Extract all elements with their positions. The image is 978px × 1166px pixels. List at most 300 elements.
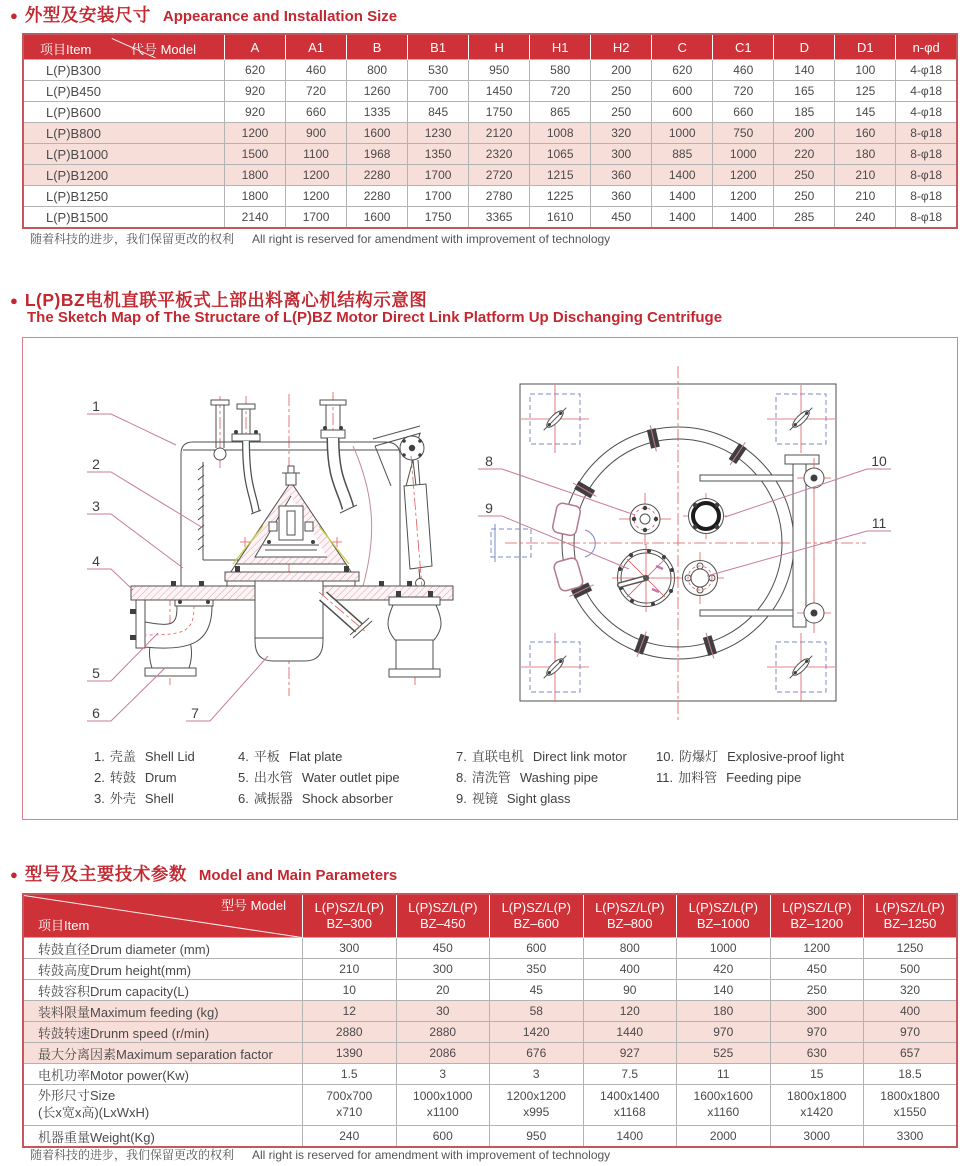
sight-glass-port [612, 544, 680, 612]
value-cell: 460 [286, 60, 347, 81]
section3-title [10, 861, 397, 886]
value-cell: 900 [286, 123, 347, 144]
legend-item-zh: 壳盖 [109, 749, 136, 764]
value-cell: 1065 [530, 144, 591, 165]
value-cell: 240 [303, 1126, 397, 1148]
table-row [23, 1085, 957, 1126]
footer-note-en: All right is reserved for amendment with improvement of technology [252, 232, 611, 246]
value-cell: 600 [490, 938, 584, 959]
top-view-drawing [491, 366, 866, 720]
callout-3: 3 [92, 498, 100, 514]
table-row [23, 1064, 957, 1085]
value-cell: 210 [835, 165, 896, 186]
column-header-line2: BZ–600 [513, 916, 560, 931]
value-cell: 660 [713, 102, 774, 123]
value-cell: 460 [713, 60, 774, 81]
bullet-icon: ● [10, 293, 18, 308]
value-cell: 100 [835, 60, 896, 81]
value-cell: 8-φ18 [896, 186, 957, 207]
value-cell: 300 [396, 959, 490, 980]
value-line: 1800x1800 [880, 1089, 940, 1104]
value-cell: 950 [490, 1126, 584, 1148]
value-cell: 1000 [652, 123, 713, 144]
legend-item-en: Shell [144, 791, 174, 806]
callout-5: 5 [92, 665, 100, 681]
legend-item-zh: 转鼓 [109, 770, 136, 785]
table-row [23, 1022, 957, 1043]
parameter-label-cell [23, 1085, 303, 1126]
legend-item [456, 746, 627, 767]
value-cell: 530 [408, 60, 469, 81]
value-cell: 2880 [303, 1022, 397, 1043]
footer-note-zh: 随着科技的进步，我们保留更改的权利 [30, 1148, 235, 1162]
value-cell: 350 [490, 959, 584, 980]
value-cell: 500 [864, 959, 958, 980]
value-cell: 250 [774, 165, 835, 186]
column-header: C [652, 34, 713, 60]
value-cell: 800 [347, 60, 408, 81]
value-cell: 160 [835, 123, 896, 144]
value-cell: 4-φ18 [896, 81, 957, 102]
value-line: 1200x1200 [506, 1089, 566, 1104]
legend-item [238, 767, 400, 788]
value-cell: 3 [490, 1064, 584, 1085]
model-cell: L(P)B800 [23, 123, 225, 144]
dimensions-table-head-row [23, 34, 957, 60]
legend-item-zh: 外壳 [109, 791, 136, 806]
column-header [770, 894, 864, 938]
value-cell: 1400 [652, 186, 713, 207]
parameter-label-cell: 机器重量Weight(Kg) [23, 1126, 303, 1148]
model-cell: L(P)B1200 [23, 165, 225, 186]
corner-bracket [767, 633, 835, 701]
legend-item [94, 746, 195, 767]
table-row [23, 81, 957, 102]
legend-column [456, 746, 627, 809]
value-cell: 1008 [530, 123, 591, 144]
parameter-label-cell: 转鼓容积Drum capacity(L) [23, 980, 303, 1001]
value-cell [396, 1085, 490, 1126]
value-cell: 420 [677, 959, 771, 980]
legend-column [656, 746, 844, 788]
model-cell: L(P)B600 [23, 102, 225, 123]
parameters-table [22, 893, 958, 1148]
value-cell [490, 1085, 584, 1126]
bullet-icon: ● [10, 867, 18, 882]
legend-item [456, 788, 627, 809]
value-cell: 620 [652, 60, 713, 81]
value-cell: 200 [774, 123, 835, 144]
value-cell: 8-φ18 [896, 123, 957, 144]
legend-item [94, 788, 195, 809]
value-cell: 2000 [677, 1126, 771, 1148]
section3-title-en: Model and Main Parameters [198, 867, 398, 884]
value-cell: 1350 [408, 144, 469, 165]
value-line: x995 [523, 1105, 550, 1119]
legend-item-number: 5. [238, 770, 249, 785]
value-cell: 2140 [225, 207, 286, 229]
column-header [677, 894, 771, 938]
legend-item-number: 4. [238, 749, 249, 764]
value-cell: 2880 [396, 1022, 490, 1043]
value-cell: 1230 [408, 123, 469, 144]
column-header: A1 [286, 34, 347, 60]
corner-bracket [521, 633, 589, 701]
value-cell: 180 [835, 144, 896, 165]
table-row [23, 165, 957, 186]
value-cell: 970 [864, 1022, 958, 1043]
value-cell: 970 [677, 1022, 771, 1043]
value-cell: 1200 [286, 165, 347, 186]
value-cell: 2780 [469, 186, 530, 207]
value-cell: 2120 [469, 123, 530, 144]
value-cell: 145 [835, 102, 896, 123]
legend-item-number: 9. [456, 791, 467, 806]
legend-item-number: 2. [94, 770, 105, 785]
value-cell: 1750 [408, 207, 469, 229]
value-cell: 1610 [530, 207, 591, 229]
legend-item-en: Explosive-proof light [727, 749, 845, 764]
value-cell: 90 [583, 980, 677, 1001]
column-header: H [469, 34, 530, 60]
value-cell: 285 [774, 207, 835, 229]
legend-item [238, 788, 400, 809]
value-cell [770, 1085, 864, 1126]
corner-model-label: 型号 Model [220, 898, 286, 913]
column-header: n-φd [896, 34, 957, 60]
value-cell: 1000 [713, 144, 774, 165]
value-cell: 1600 [347, 123, 408, 144]
value-cell: 210 [303, 959, 397, 980]
section1-title [10, 2, 397, 27]
value-cell: 1800 [225, 165, 286, 186]
structure-diagram-box [22, 337, 958, 820]
section1-title-zh: 外型及安装尺寸 [24, 5, 151, 25]
callout-9: 9 [485, 500, 493, 516]
legend-item-number: 6. [238, 791, 249, 806]
value-cell: 2086 [396, 1043, 490, 1064]
legend-item-number: 8. [456, 770, 467, 785]
value-cell: 1225 [530, 186, 591, 207]
value-cell: 1600 [347, 207, 408, 229]
dimensions-table-body [23, 60, 957, 229]
value-cell: 250 [591, 81, 652, 102]
section2-subtitle [27, 309, 722, 326]
value-line: x1100 [426, 1105, 459, 1119]
legend-item-en: Feeding pipe [726, 770, 802, 785]
column-header: H2 [591, 34, 652, 60]
column-header-line1: L(P)SZ/L(P) [408, 899, 478, 915]
callout-1: 1 [92, 398, 100, 414]
value-cell: 1200 [225, 123, 286, 144]
footer-note [30, 1146, 610, 1163]
lid-pipe-1 [211, 400, 229, 460]
value-line: x1550 [893, 1105, 927, 1119]
value-cell: 300 [770, 1001, 864, 1022]
value-cell: 1700 [408, 165, 469, 186]
value-cell: 1100 [286, 144, 347, 165]
legend-item [94, 767, 195, 788]
t2-corner-cell [23, 894, 303, 938]
table-row [23, 186, 957, 207]
value-cell: 8-φ18 [896, 144, 957, 165]
column-header [583, 894, 677, 938]
value-cell: 140 [774, 60, 835, 81]
value-cell: 20 [396, 980, 490, 1001]
value-line: 1000x1000 [413, 1089, 473, 1104]
parameter-label-cell: 装料限量Maximum feeding (kg) [23, 1001, 303, 1022]
value-cell: 580 [530, 60, 591, 81]
legend-item [238, 746, 400, 767]
value-cell: 3000 [770, 1126, 864, 1148]
lid-hinge [700, 455, 831, 633]
column-header: D [774, 34, 835, 60]
model-cell: L(P)B1000 [23, 144, 225, 165]
legend-item-en: Shock absorber [301, 791, 393, 806]
legend-item-en: Shell Lid [144, 749, 195, 764]
structure-diagram [23, 338, 957, 742]
legend-item-number: 3. [94, 791, 105, 806]
value-cell: 700 [408, 81, 469, 102]
legend-item-number: 1. [94, 749, 105, 764]
legend-item-zh: 加料管 [678, 770, 718, 785]
column-header [396, 894, 490, 938]
value-cell: 1215 [530, 165, 591, 186]
section2-title-en: The Sketch Map of The Structare of L(P)BZ Motor Direct Link Platform Up Dischanging Centrifuge [27, 309, 723, 326]
value-cell: 920 [225, 81, 286, 102]
value-cell: 250 [774, 186, 835, 207]
parameter-label-cell: 最大分离因素Maximum separation factor [23, 1043, 303, 1064]
parameter-label-line1: 外形尺寸Size [38, 1088, 116, 1104]
column-header-line2: BZ–450 [419, 916, 466, 931]
corner-bracket [767, 385, 835, 453]
value-cell: 720 [286, 81, 347, 102]
parameter-label-cell: 转鼓直径Drum diameter (mm) [23, 938, 303, 959]
callout-7: 7 [191, 705, 199, 721]
value-cell: 1200 [770, 938, 864, 959]
value-cell: 1400 [652, 165, 713, 186]
washing-pipe-port [619, 493, 671, 545]
legend-item-number: 10. [656, 749, 675, 764]
column-header-line1: L(P)SZ/L(P) [314, 899, 384, 915]
value-cell: 1700 [286, 207, 347, 229]
value-cell: 185 [774, 102, 835, 123]
value-line: x1168 [613, 1105, 646, 1119]
value-cell: 450 [396, 938, 490, 959]
table-row [23, 144, 957, 165]
feeding-pipe-port [676, 552, 724, 604]
value-cell: 657 [864, 1043, 958, 1064]
corner-item-label: 项目Item [38, 917, 90, 933]
table-row [23, 1126, 957, 1148]
value-cell: 1800 [225, 186, 286, 207]
value-cell: 15 [770, 1064, 864, 1085]
value-cell: 250 [591, 102, 652, 123]
value-cell: 845 [408, 102, 469, 123]
value-cell: 600 [652, 81, 713, 102]
value-line: 1400x1400 [600, 1089, 660, 1104]
callout-2: 2 [92, 456, 100, 472]
value-cell: 210 [835, 186, 896, 207]
legend-item-zh: 出水管 [253, 770, 293, 785]
value-cell: 120 [583, 1001, 677, 1022]
value-line: x1420 [800, 1105, 834, 1119]
value-cell: 2320 [469, 144, 530, 165]
value-cell: 200 [591, 60, 652, 81]
value-cell: 3300 [864, 1126, 958, 1148]
dimensions-table [22, 33, 958, 229]
column-header-line2: BZ–1250 [883, 916, 937, 931]
value-cell: 950 [469, 60, 530, 81]
legend-item-en: Washing pipe [519, 770, 599, 785]
section2-title-zh: L(P)BZ电机直联平板式上部出料离心机结构示意图 [24, 290, 428, 310]
legend-item-zh: 视镜 [471, 791, 498, 806]
legend-item-zh: 清洗管 [471, 770, 511, 785]
value-cell: 45 [490, 980, 584, 1001]
value-cell: 8-φ18 [896, 165, 957, 186]
model-cell: L(P)B300 [23, 60, 225, 81]
value-cell: 1200 [286, 186, 347, 207]
value-cell: 1250 [864, 938, 958, 959]
column-header: D1 [835, 34, 896, 60]
callout-11: 11 [871, 515, 887, 531]
model-cell: L(P)B450 [23, 81, 225, 102]
legend-column [238, 746, 400, 809]
parameter-label-cell: 转鼓高度Drum height(mm) [23, 959, 303, 980]
lid-pipe-2 [232, 404, 261, 514]
explosive-proof-light-port [683, 493, 729, 539]
value-cell: 885 [652, 144, 713, 165]
value-cell [677, 1085, 771, 1126]
table-row [23, 123, 957, 144]
section3-title-zh: 型号及主要技术参数 [24, 864, 187, 884]
parameter-label-cell: 电机功率Motor power(Kw) [23, 1064, 303, 1085]
table-row [23, 207, 957, 229]
parameters-table-body [23, 938, 957, 1148]
value-cell: 400 [864, 1001, 958, 1022]
value-cell: 450 [591, 207, 652, 229]
callout-6: 6 [92, 705, 100, 721]
value-cell: 360 [591, 165, 652, 186]
side-view-drawing [130, 392, 453, 696]
value-cell: 450 [770, 959, 864, 980]
value-cell: 660 [286, 102, 347, 123]
value-cell: 720 [713, 81, 774, 102]
value-cell: 1968 [347, 144, 408, 165]
footer-note-zh: 随着科技的进步，我们保留更改的权利 [30, 232, 235, 246]
value-cell: 525 [677, 1043, 771, 1064]
legend-item-zh: 减振器 [253, 791, 293, 806]
top-view-callouts [478, 453, 891, 576]
value-cell: 1200 [713, 165, 774, 186]
value-cell: 4-φ18 [896, 102, 957, 123]
column-header-line2: BZ–1200 [790, 916, 844, 931]
value-cell: 8-φ18 [896, 207, 957, 229]
table-row [23, 60, 957, 81]
legend-item-en: Direct link motor [532, 749, 627, 764]
column-header-line1: L(P)SZ/L(P) [782, 899, 852, 915]
value-cell: 10 [303, 980, 397, 1001]
value-cell: 140 [677, 980, 771, 1001]
model-cell: L(P)B1500 [23, 207, 225, 229]
column-header: H1 [530, 34, 591, 60]
value-line: 1800x1800 [787, 1089, 847, 1104]
value-cell: 125 [835, 81, 896, 102]
column-header: B1 [408, 34, 469, 60]
value-cell [583, 1085, 677, 1126]
value-cell: 1200 [713, 186, 774, 207]
column-header-line1: L(P)SZ/L(P) [595, 899, 665, 915]
column-header [490, 894, 584, 938]
legend-item-zh: 平板 [253, 749, 280, 764]
value-cell: 1500 [225, 144, 286, 165]
value-cell: 220 [774, 144, 835, 165]
value-cell: 3365 [469, 207, 530, 229]
legend-item [656, 746, 844, 767]
value-line: 1600x1600 [693, 1089, 753, 1104]
value-cell: 2720 [469, 165, 530, 186]
column-header: B [347, 34, 408, 60]
t1-corner-cell [23, 34, 225, 60]
value-cell: 865 [530, 102, 591, 123]
value-cell: 12 [303, 1001, 397, 1022]
footer-note-en: All right is reserved for amendment with improvement of technology [252, 1148, 611, 1162]
value-cell: 11 [677, 1064, 771, 1085]
value-cell: 1450 [469, 81, 530, 102]
footer-note [30, 230, 610, 247]
value-cell: 1420 [490, 1022, 584, 1043]
legend-item-zh: 防爆灯 [679, 749, 719, 764]
value-cell: 1440 [583, 1022, 677, 1043]
legend-item-en: Water outlet pipe [301, 770, 400, 785]
value-cell: 1400 [713, 207, 774, 229]
column-header [303, 894, 397, 938]
legend-item-en: Drum [144, 770, 177, 785]
callout-4: 4 [92, 553, 100, 569]
value-cell: 1335 [347, 102, 408, 123]
value-cell: 1400 [652, 207, 713, 229]
value-cell: 1750 [469, 102, 530, 123]
column-header-line1: L(P)SZ/L(P) [875, 899, 945, 915]
legend-item-number: 7. [456, 749, 467, 764]
column-header-line2: BZ–300 [326, 916, 373, 931]
value-cell: 620 [225, 60, 286, 81]
value-cell: 4-φ18 [896, 60, 957, 81]
value-line: x710 [336, 1105, 363, 1119]
parameters-table-head-row [23, 894, 957, 938]
corner-model-label: 代号 Model [130, 42, 196, 57]
legend-item-en: Flat plate [288, 749, 343, 764]
legend-item-number: 11. [656, 770, 674, 785]
value-cell: 1700 [408, 186, 469, 207]
section1-title-en: Appearance and Installation Size [162, 8, 398, 25]
value-cell: 600 [652, 102, 713, 123]
corner-item-label: 项目Item [40, 42, 92, 57]
value-cell: 58 [490, 1001, 584, 1022]
value-cell: 676 [490, 1043, 584, 1064]
value-cell: 970 [770, 1022, 864, 1043]
column-header: A [225, 34, 286, 60]
value-cell: 2280 [347, 186, 408, 207]
value-line: x1160 [707, 1105, 740, 1119]
value-cell: 1390 [303, 1043, 397, 1064]
column-header-line2: BZ–800 [606, 916, 653, 931]
value-cell: 320 [591, 123, 652, 144]
legend-item [656, 767, 844, 788]
table-row [23, 938, 957, 959]
legend-column [94, 746, 195, 809]
value-cell: 320 [864, 980, 958, 1001]
